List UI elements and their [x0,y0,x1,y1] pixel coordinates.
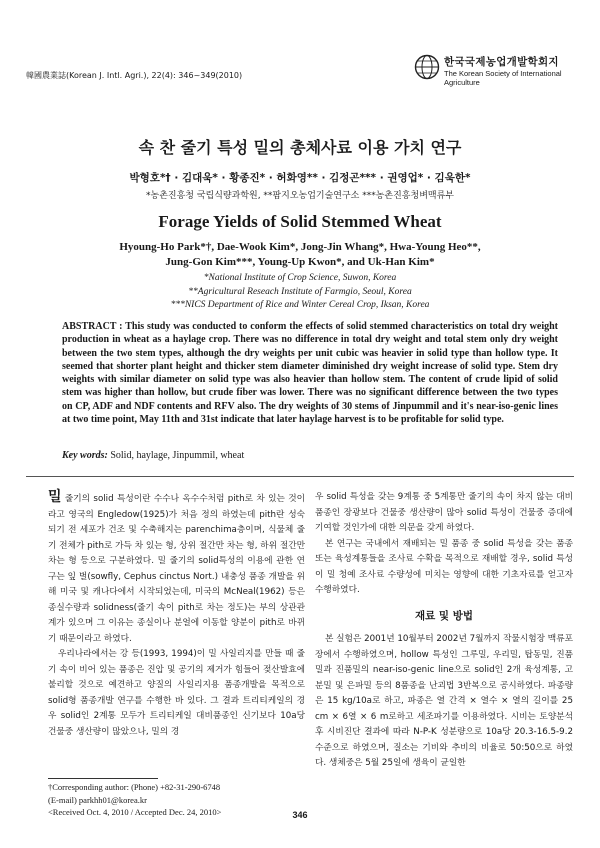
methods-paragraph-1: 본 실험은 2001년 10월부터 2002년 7월까지 작물시험장 맥류포장에서 수행하였으며, hollow 특성인 그루밀, 우리밀, 탑동밀, 진품밀과 진품밀의 near-iso-genic line으로 solid인 2개 육성계통, 고분밀 및 은파밀 등의 8품종을 난괴법 3반복으로 공시하였다. 파종량은 15 kg/10a로 하고, 파종은 열 간격 × 열수 × 열의 길이를 25 cm × 6열 × 6 m로하고 세조파기를 이용하였다. 시비는 토양분석 후 시비진단 결과에 따라 N-P-K 성분량으로 10a당 20.3-16.5-9.2 수준으로 하였으며, 질소는 기비와 추비의 비율로 50:50으로 하였다. 생체중은 5월 25일에 생육이 균일한 [315,634,573,768]
affiliation-3: ***NICS Department of Rice and Winter Cereal Crop, Iksan, Korea [170,300,430,310]
page-number: 346 [292,810,308,820]
footnote-rule [48,778,158,779]
society-logo-block [414,52,584,96]
authors-english [0,240,600,269]
left-column [48,490,305,740]
intro-paragraph-2: 우리나라에서는 강 등(1993, 1994)이 밀 사일리지를 만들 때 줄기 속이 비어 있는 품종은 진압 및 공기의 제거가 힘들어 젖산발효에 불리할 것으로 예견하고 양질의 사일리지용 품종개발을 목적으로 solid형 품종개발 연구를 수행한 바 있다. 그 결과 트리티케일의 경우 solid인 2계통 모두가 트리티케일 대비품종인 신기보다 10a당 건물중 생산량이 많았으나, 밀의 경 [48,649,305,737]
abstract: ABSTRACT : This study was conducted to conform the effects of solid stemmed characteristics on total dry weight production in wheat as a haylage crop. There was no difference in total dry weight and total stem only dry weight between the two stem types, although the dry weights per unit cubic was heavier in solid type than hollow type. It seemed that shorter plant height and thicker stem diameter diminished dry weight increase of solid type. Stem dry weights with similar diameter on solid type was also heavier than hollow stem. The content of crude lipid of solid stem was higher than hollow, but crude fiber was lower. There was no significant difference between the two types on CP, ADF and NDF contents and RFV also. The dry weights of 30 stems of Jinpummil and it's near-iso-genic lines at two time point, May 11th and 31st indicate that later haylage harvest is to be profitable for solid type. [62,321,558,426]
intro-paragraph-1-text: 줄기의 solid 특성이란 수수나 옥수수처럼 pith로 차 있는 것이라고 영국의 Engledow(1925)가 처음 정의 하였는데 pith란 성숙되기 전 세포가 건조 및 수축해지는 parenchima층이며, 식물체 줄기 전체가 pith로 가득 차 있는 형, 상위 절간만 차는 형, 하위 절간만 차는 형 등으로 구분하였다. 밀 줄기의 solid특성의 이용에 관한 연구는 잎 벌(sowfly, Cephus cinctus Nort.) 내충성 품종 개발을 위해 미국 및 캐나다에서 시작되었는데, 미국의 McNeal(1962) 등은 종실수량과 solidness(줄기 속이 pith로 차는 정도)는 부의 상관관계가 있으며 그 이유는 종실이나 분얼에 이동할 양분이 pith로 바뀌기 때문이라고 하였다. [48,494,305,644]
title-english: Forage Yields of Solid Stemmed Wheat [158,212,442,231]
drop-cap: 밀 [48,489,62,505]
right-column [315,490,573,772]
authors-korean: 박형호*† · 김대욱* · 황종진* · 허화영** · 김정곤*** · 권영업* · 김욱한* [129,172,471,184]
title-korean: 속 찬 줄기 특성 밀의 총체사료 이용 가치 연구 [138,138,462,157]
intro-paragraph-1 [48,490,305,647]
affiliation-2: **Agricultural Reseach Institute of Farmgio, Seoul, Korea [188,286,412,297]
intro-paragraph-4: 본 연구는 국내에서 재배되는 밀 품종 중 solid 특성을 갖는 품종 또는 육성계통들을 조사료 수확을 목적으로 재배할 경우, solid 특성이 밀 청예 조사료 수량성에 미치는 영향에 대한 기초자료를 얻고자 수행하였다. [315,538,573,595]
intro-paragraph-3: 우 solid 특성을 갖는 9계통 중 5계통만 줄기의 속이 차지 않는 대비품종인 장광보다 건물중 생산량이 많아 solid 특성이 건물중 증대에 기여할 것인가에 대한 의문을 갖게 하였다. [315,492,573,533]
keywords-list: Solid, haylage, Jinpummil, wheat [110,450,245,461]
affiliations-english [0,272,600,313]
affiliations-korean: *농촌진흥청 국립식량과학원, **팜지오농업기술연구소 ***농촌진흥청벼맥류부 [146,191,454,201]
keywords [62,449,558,462]
footnote-corresponding: †Corresponding author: (Phone) +82-31-290-6748 [48,782,221,792]
society-logo-icon [414,54,440,80]
section-divider [26,476,574,477]
authors-english-line1: Hyoung-Ho Park*†, Dae-Wook Kim*, Jong-Jin Whang*, Hwa-Young Heo**, [119,241,481,253]
section-heading-methods: 재료 및 방법 [414,609,474,622]
authors-english-line2: Jung-Gon Kim***, Young-Up Kwon*, and Uk-Han Kim* [165,255,435,268]
society-name-en [444,69,562,87]
footnote-received: <Received Oct. 4, 2010 / Accepted Dec. 24, 2010> [48,807,222,817]
society-name-en-line2: Agriculture [444,78,480,87]
affiliation-1: *National Institute of Crop Science, Suwon, Korea [203,273,397,283]
footnote-email: (E-mail) parkhh01@korea.kr [48,794,147,805]
keywords-label: Key words: [62,450,108,461]
society-name-ko: 한국국제농업개발학회지 [444,56,559,68]
journal-citation: 韓國農業誌(Korean J. Intl. Agri.), 22(4): 346~349(2010) [26,71,243,80]
society-name-en-line1: The Korean Society of International [444,69,562,78]
